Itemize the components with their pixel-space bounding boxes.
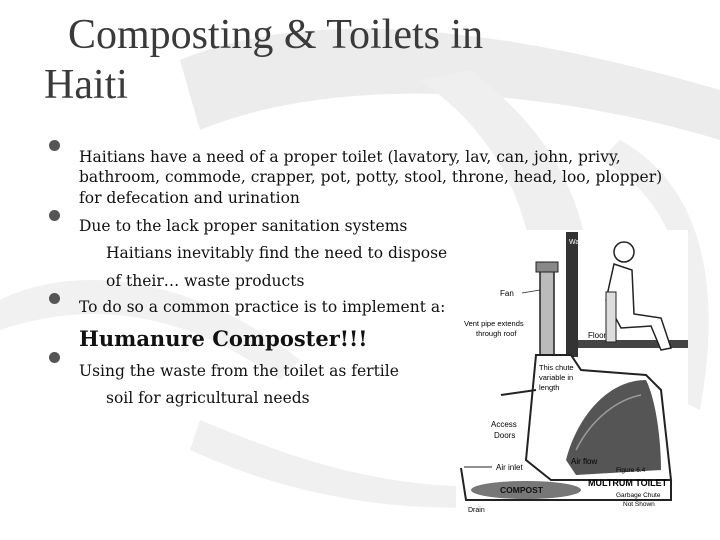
- bullet-dot: [49, 140, 60, 151]
- slide-title: [44, 10, 684, 110]
- air-inlet-label: Air inlet: [496, 463, 523, 472]
- vent-label: Vent pipe extends: [464, 319, 524, 328]
- compost-label: COMPOST: [500, 485, 543, 495]
- humanure-highlight: Humanure Composter!!!: [79, 326, 368, 351]
- floor-label: Floor: [588, 331, 607, 340]
- bullet-2-line-1: Due to the lack proper sanitation systems: [79, 217, 408, 235]
- multrum-toilet-figure: [456, 230, 688, 520]
- bullet-2-line-2: Haitians inevitably find the need to dispose: [106, 244, 448, 262]
- chute-label-3: length: [539, 383, 560, 392]
- title-line-1: Composting & Toilets in: [68, 12, 484, 58]
- bullet-1-line-3: for defecation and urination: [79, 189, 300, 207]
- chute-label-2: variable in: [539, 373, 574, 382]
- bullet-dot: [49, 210, 60, 221]
- vent-label-2: through roof: [476, 329, 517, 338]
- title-line-2: Haiti: [44, 62, 128, 108]
- figure-number: Figure 6.4: [616, 467, 646, 474]
- bullet-dot: [49, 352, 60, 363]
- bullet-4-line-1: Using the waste from the toilet as fertile: [79, 362, 399, 380]
- wall-label: Wall: [569, 239, 583, 246]
- access-label-2: Doors: [494, 431, 516, 440]
- bullet-4-line-2: soil for agricultural needs: [106, 389, 310, 407]
- bullet-3-line-1: To do so a common practice is to implement a:: [79, 298, 446, 316]
- drain-label: Drain: [468, 507, 485, 514]
- access-label: Access: [491, 420, 517, 429]
- chute-label-1: This chute: [539, 363, 574, 372]
- bullet-dot: [49, 293, 60, 304]
- bullet-2-line-3: of their… waste products: [106, 272, 305, 290]
- figure-title: MULTRUM TOILET: [588, 478, 668, 488]
- fan-label: Fan: [500, 289, 514, 298]
- figure-note-1: Garbage Chute: [616, 492, 661, 499]
- bullet-1-line-2: bathroom, commode, crapper, pot, potty, stool, throne, head, loo, plopper): [79, 168, 663, 186]
- bullet-1-line-1: Haitians have a need of a proper toilet (lavatory, lav, can, john, privy,: [79, 148, 621, 166]
- air-flow-label: Air flow: [571, 457, 598, 466]
- figure-note-2: Not Shown: [623, 501, 655, 508]
